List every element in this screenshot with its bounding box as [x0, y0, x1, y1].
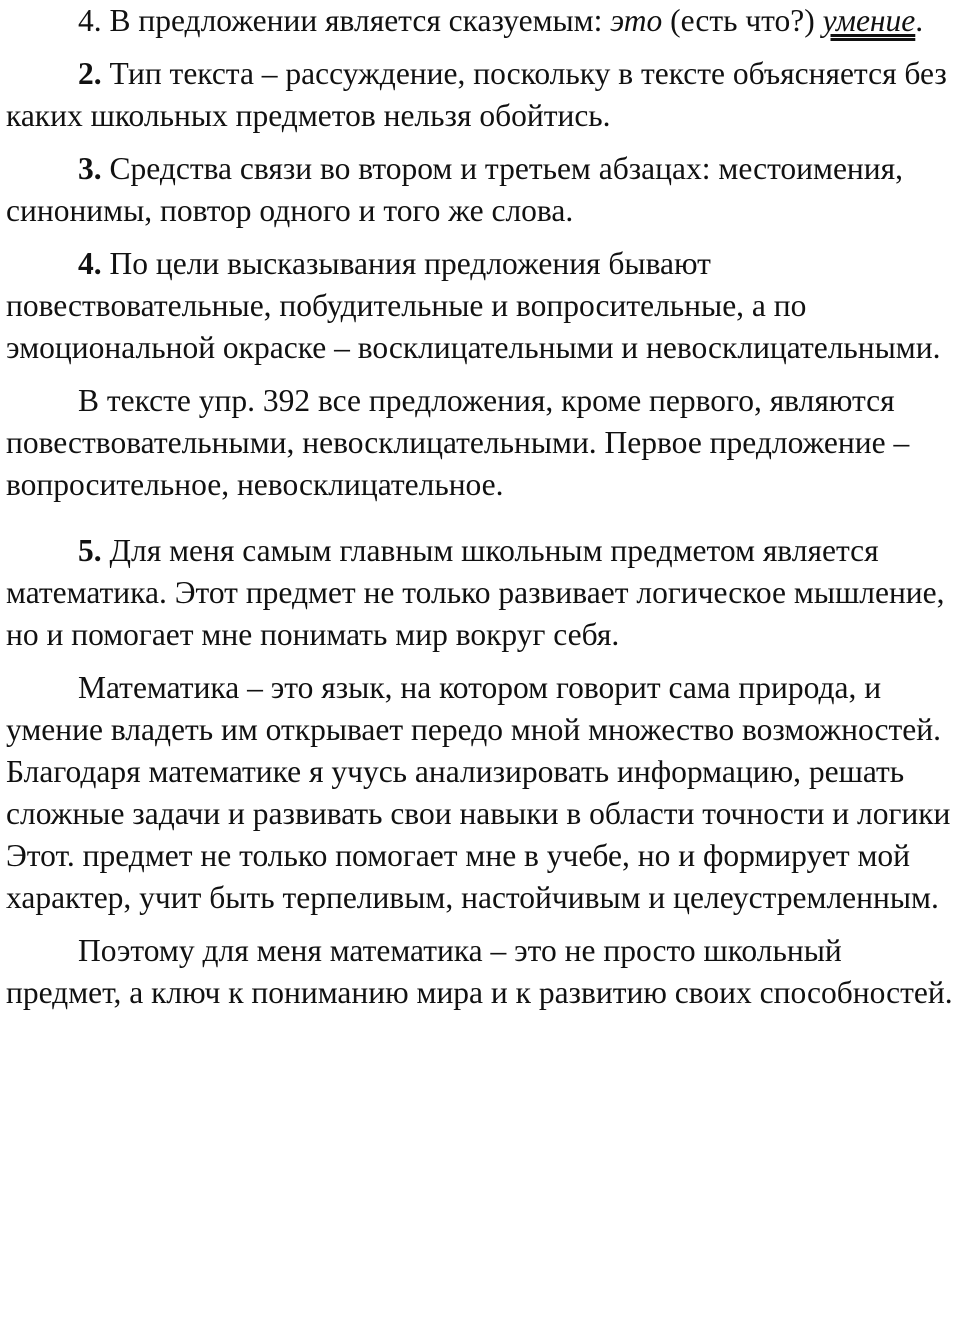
italic-word-eto: это [610, 3, 663, 38]
text-segment: . [915, 3, 924, 38]
paragraph-answer-2 [6, 53, 960, 137]
paragraph-text: Тип текста – рассуждение, поскольку в тексте объясняется без каких школьных предметов нельзя обойтись. [6, 56, 947, 133]
text-segment: (есть что?) [662, 3, 823, 38]
document-page [6, 0, 960, 1014]
paragraph-text: В тексте упр. 392 все предложения, кроме первого, являются повествовательными, невосклицательными. Первое предложение – вопросительное, невосклицательное. [6, 383, 910, 502]
paragraph-text: Средства связи во втором и третьем абзацах: местоимения, синонимы, повтор одного и того же слова. [6, 151, 904, 228]
answer-number: 3. [78, 151, 102, 186]
underlined-word-umenie: умение [822, 3, 916, 38]
paragraph-essay-body [6, 667, 960, 919]
text-segment: 4. В предложении является сказуемым: [78, 3, 611, 38]
paragraph-text: По цели высказывания предложения бывают повествовательные, побудительные и вопросительные, а по эмоциональной окраске – восклицательными и невосклицательными. [6, 246, 941, 365]
paragraph-text: Для меня самым главным школьным предметом является математика. Этот предмет не только развивает логическое мышление, но и помогает мне понимать мир вокруг себя. [6, 533, 945, 652]
paragraph-answer-4 [6, 243, 960, 369]
answer-number: 2. [78, 56, 102, 91]
paragraph-text: Математика – это язык, на котором говорит сама природа, и умение владеть им открывает передо мной множество возможностей. Благодаря математике я учусь анализировать информацию, решать сложные задачи и развивать свои навыки в области точности и логики Этот. предмет не только помогает мне в учебе, но и формирует мой характер, учит быть терпеливым, настойчивым и целеустремленным. [6, 670, 951, 915]
answer-number: 4. [78, 246, 102, 281]
paragraph-text: Поэтому для меня математика – это не просто школьный предмет, а ключ к пониманию мира и к развитию своих способностей. [6, 933, 953, 1010]
paragraph-answer-3 [6, 148, 960, 232]
answer-number: 5. [78, 533, 102, 568]
paragraph-answer-5 [6, 530, 960, 656]
paragraph-answer-4-continued [6, 380, 960, 506]
paragraph-essay-conclusion [6, 930, 960, 1014]
paragraph-predicate [6, 0, 960, 42]
